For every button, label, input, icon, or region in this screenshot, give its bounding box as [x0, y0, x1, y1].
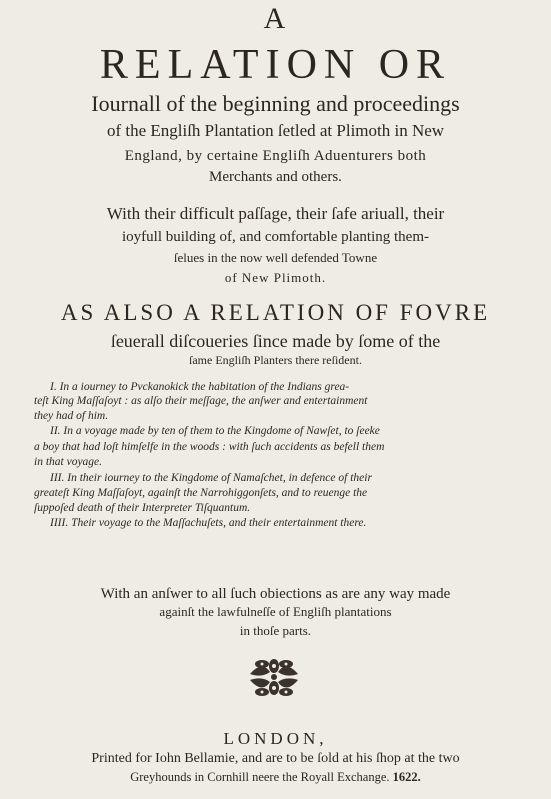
title-article: A: [263, 2, 288, 35]
subtitle-line-2: ioyfull building of, and comfortable planting them-: [121, 229, 430, 245]
discovery-1-line-2: teſt King Maſſaſoyt : as alſo their meſſage, the anſwer and entertainment: [34, 395, 368, 407]
title-line-2: of the Engliſh Plantation ſetled at Plimoth in New: [106, 121, 445, 140]
main-title: RELATION OR: [99, 42, 452, 88]
discovery-2-line-1: II. In a voyage made by ten of them to the Kingdome of Nawſet, to ſeeke: [50, 425, 380, 437]
subtitle-line-3: ſelues in the now well defended Towne: [173, 250, 378, 265]
imprint-line-1: Printed for Iohn Bellamie, and are to be ſold at his ſhop at the two: [91, 751, 460, 766]
discovery-3-line-2: greateſt King Maſſaſoyt, againſt the Narrohiggonſets, and to reuenge the: [34, 487, 368, 499]
also-line-2: ſeuerall diſcoueries ſince made by ſome of the: [110, 331, 441, 351]
discovery-4-line-1: IIII. Their voyage to the Maſſachuſets, and their entertainment there.: [50, 517, 367, 529]
imprint-address: Greyhounds in Cornhill neere the Royall Exchange.: [130, 770, 390, 784]
discovery-3-line-1: III. In their iourney to the Kingdome of Namaſchet, in defence of their: [50, 472, 372, 484]
discovery-2-line-3: in that voyage.: [34, 456, 103, 468]
subtitle-line-1: With their difficult paſſage, their ſafe ariuall, their: [106, 204, 445, 223]
imprint-city: LONDON,: [223, 729, 328, 748]
also-heading: AS ALSO A RELATION OF FOVRE: [60, 300, 491, 325]
title-line-1: Iournall of the beginning and proceedings: [91, 91, 460, 116]
title-line-3: England, by certaine Engliſh Aduenturers both: [124, 148, 427, 164]
answer-line-3: in thoſe parts.: [239, 623, 312, 638]
imprint-year: 1622.: [392, 770, 421, 784]
answer-line-1: With an anſwer to all ſuch obiections as are any way made: [100, 586, 451, 602]
discovery-1-line-3: they had of him.: [34, 410, 109, 422]
printers-ornament-icon: [244, 652, 304, 702]
title-line-4: Merchants and others.: [209, 169, 342, 185]
subtitle-line-4: of New Plimoth.: [224, 270, 327, 285]
answer-line-2: againſt the lawfulneſſe of Engliſh plantations: [159, 604, 392, 619]
imprint-line-2: [0, 769, 551, 785]
discovery-2-line-2: a boy that had loſt himſelfe in the woods : with ſuch accidents as befell them: [34, 441, 385, 453]
discovery-1-line-1: I. In a iourney to Pvckanokick the habitation of the Indians grea-: [50, 381, 350, 393]
discovery-3-line-3: ſuppoſed death of their Interpreter Tiſquantum.: [34, 502, 251, 514]
also-line-3: ſame Engliſh Planters there reſident.: [189, 353, 362, 367]
